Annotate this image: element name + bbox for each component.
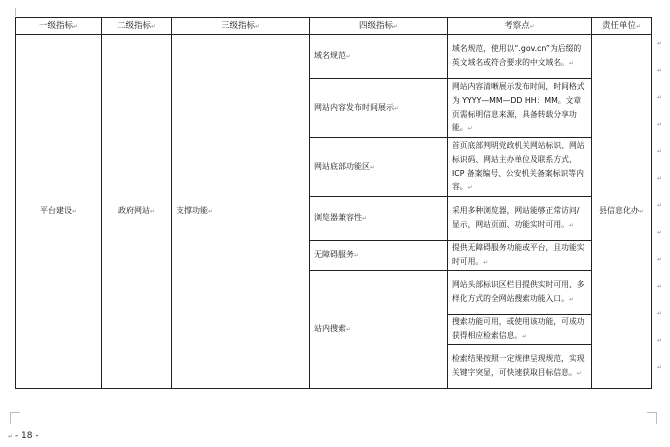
page-number: ↵ - 18 -: [8, 431, 39, 441]
level4-accessibility: 无障碍服务↵: [310, 241, 448, 271]
point-domain: 域名规范，使用以“.gov.cn”为后缀的英文域名或符合要求的中文域名。↵: [448, 35, 592, 79]
level4-footer-area: 网站底部功能区↵: [310, 138, 448, 197]
point-publish-time: 网站内容清晰展示发布时间，时间格式为 YYYY—MM—DD HH：MM。文章页需标明信息来源，具备转载分享功能。↵: [448, 79, 592, 138]
page-crop-line-bottom-left: [10, 412, 11, 424]
page-crop-line-top: [15, 8, 16, 16]
level1-cell: 平台建设↵: [16, 35, 102, 389]
level4-publish-time: 网站内容发布时间展示↵: [310, 79, 448, 138]
level3-cell: 支撑功能↵: [172, 35, 310, 389]
header-level1: 一级指标↵: [16, 18, 102, 35]
indicator-table: [15, 17, 652, 389]
level4-domain: 域名规范↵: [310, 35, 448, 79]
right-margin-marks: ↵ ↵ ↵ ↵ ↵ ↵ ↵ ↵ ↵ ↵ ↵ ↵ ↵: [657, 40, 663, 371]
point-search-results: 检索结果按照一定规律呈现规范，实现关键字突显，可快速获取目标信息。↵: [448, 345, 592, 389]
point-footer-area: 首页底部判明党政机关网站标识、网站标识码、网站主办单位及联系方式、ICP 备案编号、公安机关备案标识等内容。↵: [448, 138, 592, 197]
level4-browser-compat: 浏览器兼容性↵: [310, 197, 448, 241]
header-level4: 四级指标↵: [310, 18, 448, 35]
level4-site-search: 站内搜索↵: [310, 271, 448, 389]
point-search-entry: 网站头部标识区栏目提供实时可用、多样化方式的全网站搜索功能入口。↵: [448, 271, 592, 315]
page-crop-line-bottom-right-h: [647, 412, 657, 413]
header-check-points: 考察点↵: [448, 18, 592, 35]
point-accessibility: 提供无障碍服务功能或平台，且功能实时可用。↵: [448, 241, 592, 271]
unit-cell: 县信息化办↵: [592, 35, 652, 389]
point-search-usable: 搜索功能可用，或使用该功能，可成功获得相应检索信息。↵: [448, 315, 592, 345]
point-browser-compat: 采用多种浏览器，网站能够正常访问/显示，网站页面、功能实时可用。↵: [448, 197, 592, 241]
header-level2: 二级指标↵: [102, 18, 172, 35]
header-level3: 三级指标↵: [172, 18, 310, 35]
level2-cell: 政府网站↵: [102, 35, 172, 389]
page-crop-line-bottom-right: [656, 412, 657, 424]
header-responsible-unit: 责任单位↵: [592, 18, 652, 35]
table-row: [16, 35, 652, 79]
header-row: [16, 18, 652, 35]
page-crop-line-bottom-left-h: [10, 412, 20, 413]
